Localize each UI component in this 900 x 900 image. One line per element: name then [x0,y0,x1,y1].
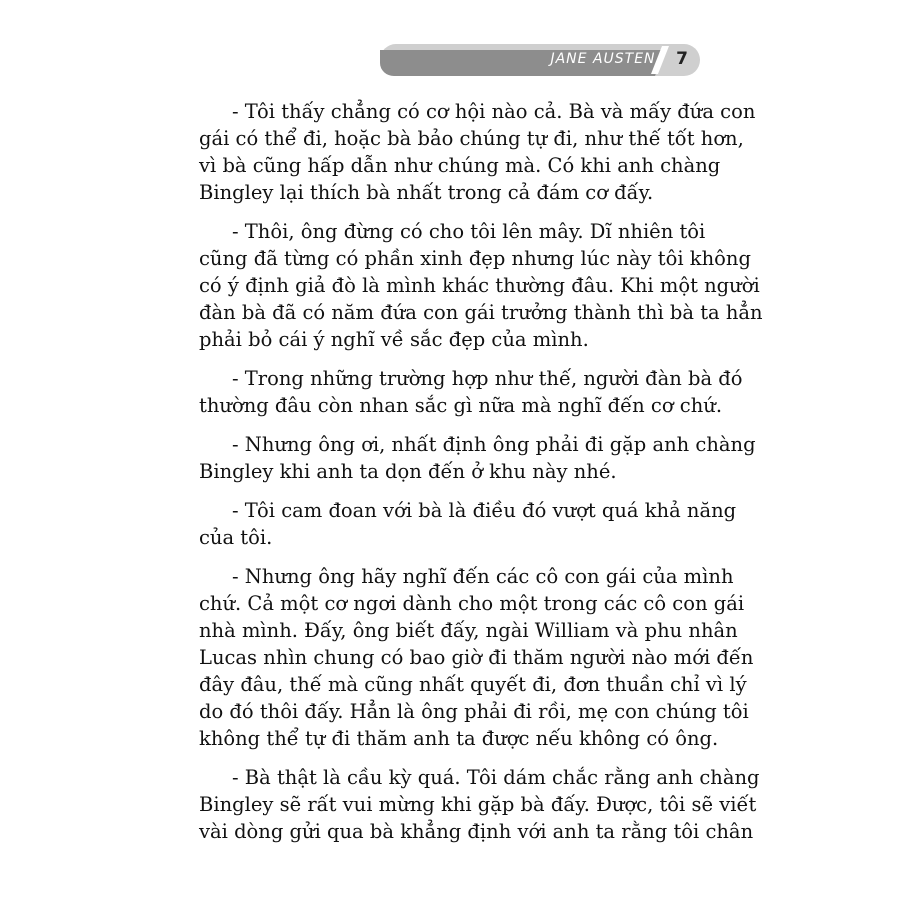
paragraph [199,218,763,353]
paragraph [199,365,743,419]
text-line: - Nhưng ông hãy nghĩ đến các cô con gái của mình [232,565,734,588]
page-number: 7 [676,49,688,69]
text-line: nhà mình. Đấy, ông biết đấy, ngài William và phu nhân [199,619,738,642]
text-line: Bingley sẽ rất vui mừng khi gặp bà đấy. Được, tôi sẽ viết [199,793,757,816]
text-line: gái có thể đi, hoặc bà bảo chúng tự đi, như thế tốt hơn, [199,127,744,150]
paragraph [199,764,760,845]
text-line: - Nhưng ông ơi, nhất định ông phải đi gặp anh chàng [232,433,756,456]
paragraph [199,497,737,551]
text-line: - Thôi, ông đừng có cho tôi lên mây. Dĩ nhiên tôi [232,220,706,243]
paragraph [199,431,756,485]
text-line: vì bà cũng hấp dẫn như chúng mà. Có khi anh chàng [199,154,721,177]
text-line: chứ. Cả một cơ ngơi dành cho một trong các cô con gái [199,592,745,615]
text-line: thường đâu còn nhan sắc gì nữa mà nghĩ đến cơ chứ. [199,394,723,417]
text-line: có ý định giả đò là mình khác thường đâu. Khi một người [199,274,760,297]
text-line: - Trong những trường hợp như thế, người đàn bà đó [232,367,743,390]
book-page-body [199,98,763,857]
header-author: JANE AUSTEN [550,51,656,67]
text-line: của tôi. [199,526,273,549]
text-line: - Tôi cam đoan với bà là điều đó vượt quá khả năng [232,499,737,522]
text-line: vài dòng gửi qua bà khẳng định với anh ta rằng tôi chân [199,820,754,843]
text-line: cũng đã từng có phần xinh đẹp nhưng lúc này tôi không [199,247,751,270]
text-line: - Bà thật là cầu kỳ quá. Tôi dám chắc rằng anh chàng [232,766,760,789]
text-line: phải bỏ cái ý nghĩ về sắc đẹp của mình. [199,328,589,351]
text-line: Bingley lại thích bà nhất trong cả đám cơ đấy. [199,181,654,204]
text-line: Lucas nhìn chung có bao giờ đi thăm người nào mới đến [199,646,754,669]
text-line: không thể tự đi thăm anh ta được nếu không có ông. [199,727,719,750]
text-line: đây đâu, thế mà cũng nhất quyết đi, đơn thuần chỉ vì lý [199,673,747,696]
paragraph [199,98,756,206]
text-line: do đó thôi đấy. Hẳn là ông phải đi rồi, mẹ con chúng tôi [199,700,749,723]
text-line: - Tôi thấy chẳng có cơ hội nào cả. Bà và mấy đứa con [232,100,756,123]
text-line: Bingley khi anh ta dọn đến ở khu này nhé. [199,460,617,483]
text-line: đàn bà đã có năm đứa con gái trưởng thành thì bà ta hẳn [199,301,763,324]
running-header [380,44,700,76]
paragraph [199,563,754,752]
